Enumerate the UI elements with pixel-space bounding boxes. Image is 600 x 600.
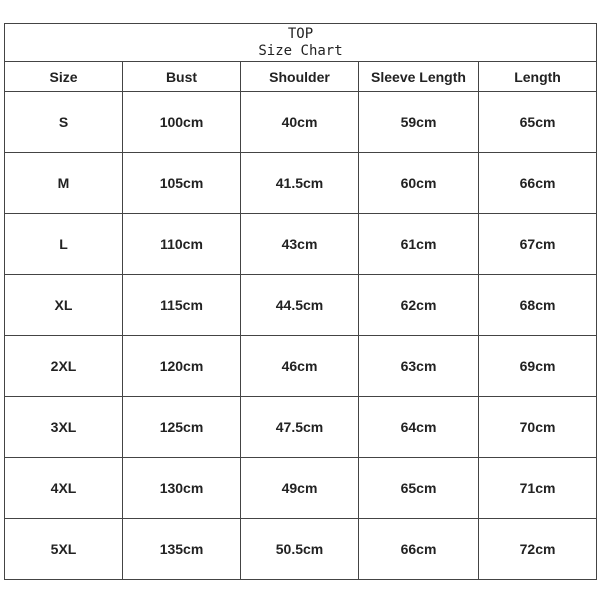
cell-bust: 130cm [123, 458, 241, 519]
table-row [5, 92, 597, 153]
cell-size: M [5, 153, 123, 214]
cell-shoulder: 40cm [241, 92, 359, 153]
cell-size: XL [5, 275, 123, 336]
cell-shoulder: 43cm [241, 214, 359, 275]
cell-sleeve-length: 66cm [359, 519, 479, 580]
table-row [5, 336, 597, 397]
cell-sleeve-length: 61cm [359, 214, 479, 275]
cell-bust: 100cm [123, 92, 241, 153]
header-shoulder: Shoulder [241, 62, 359, 92]
chart-title [5, 24, 597, 62]
cell-bust: 135cm [123, 519, 241, 580]
cell-sleeve-length: 62cm [359, 275, 479, 336]
cell-length: 65cm [479, 92, 597, 153]
cell-length: 68cm [479, 275, 597, 336]
table-row [5, 397, 597, 458]
header-row [5, 62, 597, 92]
cell-length: 69cm [479, 336, 597, 397]
cell-size: S [5, 92, 123, 153]
cell-shoulder: 47.5cm [241, 397, 359, 458]
cell-length: 70cm [479, 397, 597, 458]
cell-size: 5XL [5, 519, 123, 580]
cell-length: 72cm [479, 519, 597, 580]
cell-size: 4XL [5, 458, 123, 519]
cell-sleeve-length: 60cm [359, 153, 479, 214]
chart-title-line2: Size Chart [258, 42, 343, 59]
cell-sleeve-length: 63cm [359, 336, 479, 397]
cell-size: 3XL [5, 397, 123, 458]
cell-length: 71cm [479, 458, 597, 519]
size-chart-table [4, 23, 597, 580]
table-row [5, 458, 597, 519]
cell-sleeve-length: 65cm [359, 458, 479, 519]
table-row [5, 275, 597, 336]
cell-sleeve-length: 59cm [359, 92, 479, 153]
cell-length: 66cm [479, 153, 597, 214]
cell-length: 67cm [479, 214, 597, 275]
cell-size: L [5, 214, 123, 275]
cell-bust: 120cm [123, 336, 241, 397]
table-row [5, 214, 597, 275]
header-length: Length [479, 62, 597, 92]
cell-bust: 110cm [123, 214, 241, 275]
cell-bust: 125cm [123, 397, 241, 458]
table-row [5, 519, 597, 580]
table-row [5, 153, 597, 214]
cell-bust: 105cm [123, 153, 241, 214]
header-sleeve-length: Sleeve Length [359, 62, 479, 92]
cell-bust: 115cm [123, 275, 241, 336]
cell-sleeve-length: 64cm [359, 397, 479, 458]
cell-size: 2XL [5, 336, 123, 397]
header-bust: Bust [123, 62, 241, 92]
header-size: Size [5, 62, 123, 92]
cell-shoulder: 44.5cm [241, 275, 359, 336]
cell-shoulder: 41.5cm [241, 153, 359, 214]
cell-shoulder: 50.5cm [241, 519, 359, 580]
cell-shoulder: 46cm [241, 336, 359, 397]
cell-shoulder: 49cm [241, 458, 359, 519]
chart-title-line1: TOP [287, 25, 314, 42]
